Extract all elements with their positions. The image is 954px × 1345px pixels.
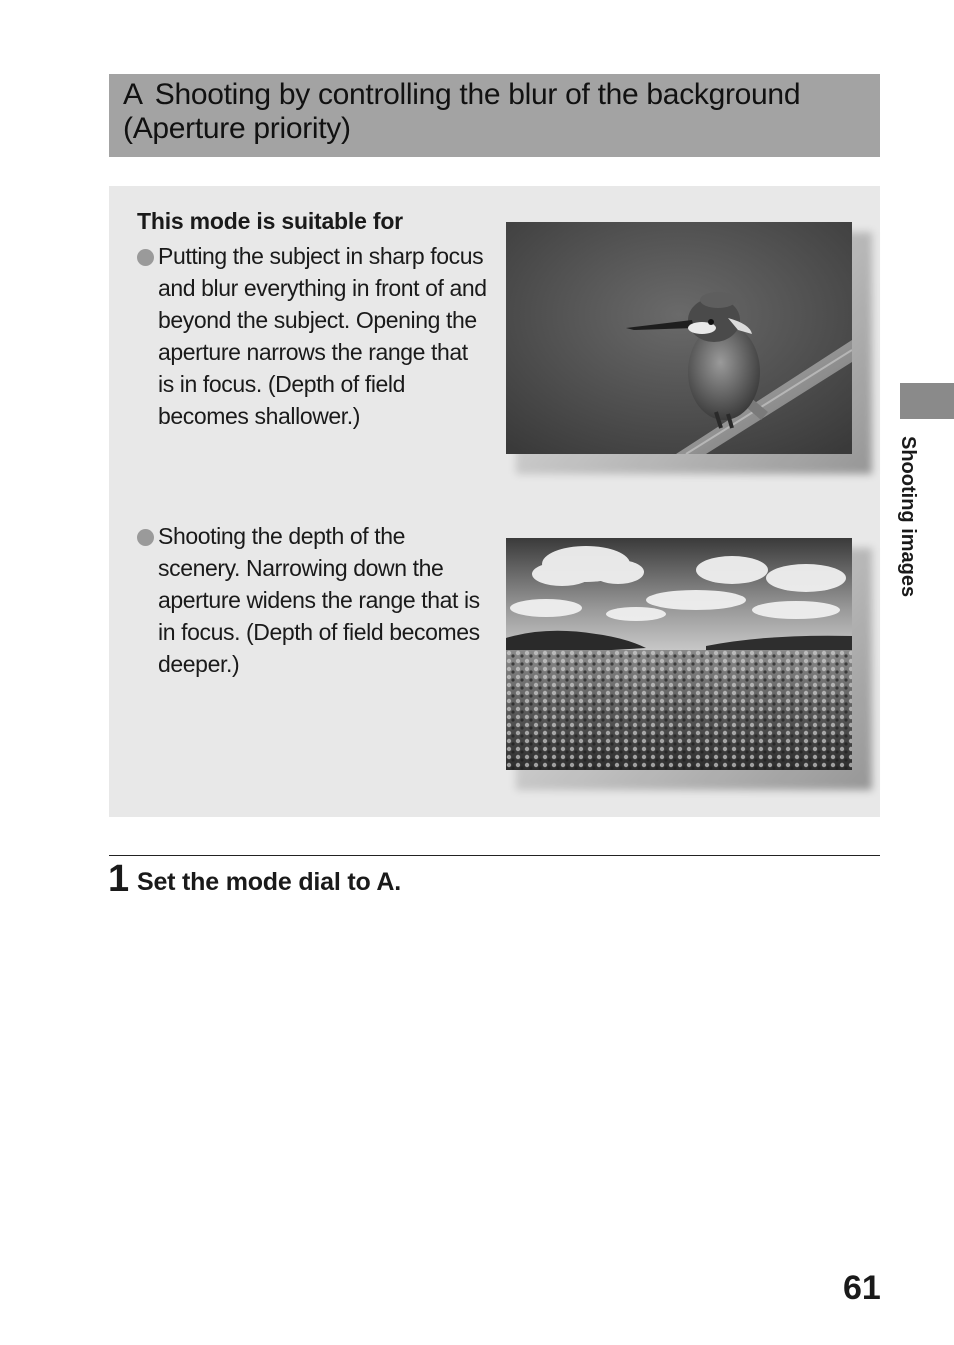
landscape-photo-frame [506, 538, 852, 770]
landscape-field-photo [506, 538, 852, 770]
bullet-icon [137, 249, 154, 266]
bullet-text: Putting the subject in sharp focus and blur everything in front of and beyond the subject. Opening the aperture narrows the range that is in focus. (Depth of field becomes shallower.) [158, 243, 487, 429]
side-tab-label: Shooting images [897, 436, 919, 598]
kingfisher-photo-frame [506, 222, 852, 454]
suitable-heading: This mode is suitable for [137, 208, 403, 234]
side-tab-marker [900, 383, 954, 419]
section-title-line2: (Aperture priority) [123, 112, 351, 145]
page-number: 61 [843, 1269, 881, 1307]
list-item [137, 240, 487, 432]
kingfisher-photo [506, 222, 852, 454]
step-number: 1 [108, 858, 130, 900]
step-divider [109, 855, 880, 856]
aperture-mode-icon: A [123, 78, 143, 111]
section-title [123, 78, 866, 146]
bullet-icon [137, 529, 154, 546]
list-item [137, 520, 487, 680]
step-text: Set the mode dial to A. [137, 868, 401, 896]
section-title-line1: Shooting by controlling the blur of the background [154, 78, 801, 111]
section-title-bar [109, 74, 880, 157]
bullet-text: Shooting the depth of the scenery. Narrowing down the aperture widens the range that is in focus. (Depth of field becomes deeper.) [158, 523, 480, 677]
